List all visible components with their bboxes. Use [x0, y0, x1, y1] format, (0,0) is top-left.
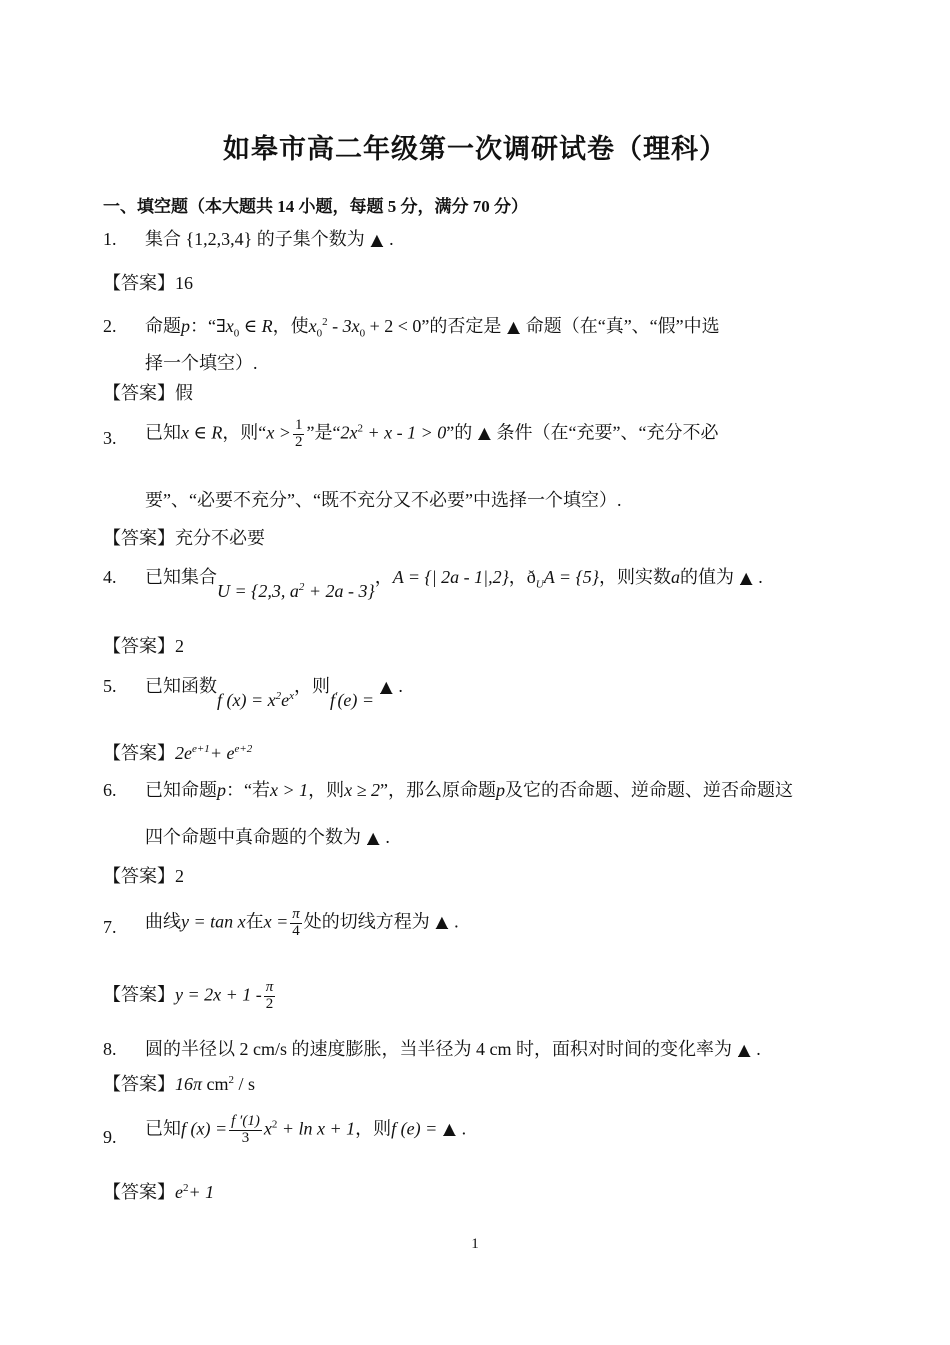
answer-3: 【答案】充分不必要 [103, 528, 265, 548]
answer-blank: ▲ [507, 317, 520, 336]
answer-9: 【答案】$e^2+ 1$ [103, 1182, 215, 1202]
question-number: 3. [103, 428, 117, 448]
question-number: 1. [103, 229, 117, 249]
answer-blank: ▲ [370, 230, 384, 249]
answer-blank: ▲ [380, 677, 393, 696]
fraction: $\frac{\pi}{4}$ [292, 906, 300, 939]
answer-4: 【答案】2 [103, 636, 184, 656]
answer-5: 【答案】$2e^{e+1}+ e^{e+2}$ [103, 743, 253, 763]
question-3-cont: 要”、“必要不充分”、“既不充分又不必要”中选择一个填空）. [145, 490, 622, 510]
answer-blank: ▲ [443, 1119, 456, 1139]
page-number: 1 [471, 1236, 479, 1252]
answer-7: 【答案】y = 2x + 1 - $\frac{\pi}{2}$ [103, 979, 274, 1012]
question-9: 已知f (x) = $\frac{f '(1)}{3}$ $x^2 + \ln x + 1$，则f (e) = ▲ . [145, 1113, 467, 1146]
section-heading: 一、填空题（本大题共 14 小题，每题 5 分，满分 70 分） [103, 197, 528, 216]
fraction: $\frac{\pi}{2}$ [265, 979, 274, 1012]
fraction: $\frac{1}{2}$ [294, 417, 303, 450]
answer-6: 【答案】2 [103, 866, 184, 886]
exam-title: 如皋市高二年级第一次调研试卷（理科） [223, 134, 727, 164]
question-number: 8. [103, 1039, 117, 1059]
answer-2: 【答案】假 [103, 383, 193, 403]
answer-1: 【答案】16 [103, 273, 193, 293]
question-number: 5. [103, 676, 117, 696]
answer-blank: ▲ [737, 1040, 751, 1059]
fraction: $\frac{f '(1)}{3}$ [231, 1113, 260, 1146]
answer-blank: ▲ [478, 423, 491, 443]
question-6-cont: 四个命题中真命题的个数为 ▲ . [145, 827, 390, 847]
question-1: 集合 {1,2,3,4} 的子集个数为 ▲ . [145, 229, 394, 249]
question-number: 4. [103, 567, 117, 587]
answer-blank: ▲ [367, 828, 380, 847]
question-3: 已知x ∈ R，则“x > $\frac{1}{2}$ ”是“$2x^2 + x - 1 > 0$”的 ▲ 条件（在“充要”、“充分不必 [145, 417, 719, 450]
question-2: 命题p：“$\exists x_0$ ∈ R，使$x_0^2 - 3x_0 + 2 < 0$”的否定是 ▲ 命题（在“真”、“假”中选 [145, 316, 720, 340]
question-number: 7. [103, 917, 117, 937]
question-number: 9. [103, 1127, 117, 1147]
question-number: 6. [103, 780, 117, 800]
question-2-cont: 择一个填空）. [145, 353, 258, 373]
question-7: 曲线y = tan x在x = $\frac{\pi}{4}$ 处的切线方程为 ▲ . [145, 906, 459, 939]
answer-8: 【答案】16π $cm^2$ / s [103, 1074, 256, 1094]
question-4: 已知集合U = {2,3, $a^2 + 2a - 3$}，A = {| 2a - 1|,2}，$ð_UA = \{5\}$，则实数a的值为 ▲ . [145, 567, 763, 601]
question-6: 已知命题p：“若x > 1，则x ≥ 2”，那么原命题p及它的否命题、逆命题、逆否命题这 [145, 780, 794, 800]
answer-blank: ▲ [435, 912, 449, 932]
question-number: 2. [103, 316, 117, 336]
answer-blank: ▲ [739, 568, 753, 587]
question-5: 已知函数f $(x) = x^2e^x$，则f′(e) =▲ . [145, 676, 403, 710]
question-8: 圆的半径以 2 cm/s 的速度膨胀，当半径为 4 cm 时，面积对时间的变化率为 ▲ . [145, 1039, 761, 1059]
